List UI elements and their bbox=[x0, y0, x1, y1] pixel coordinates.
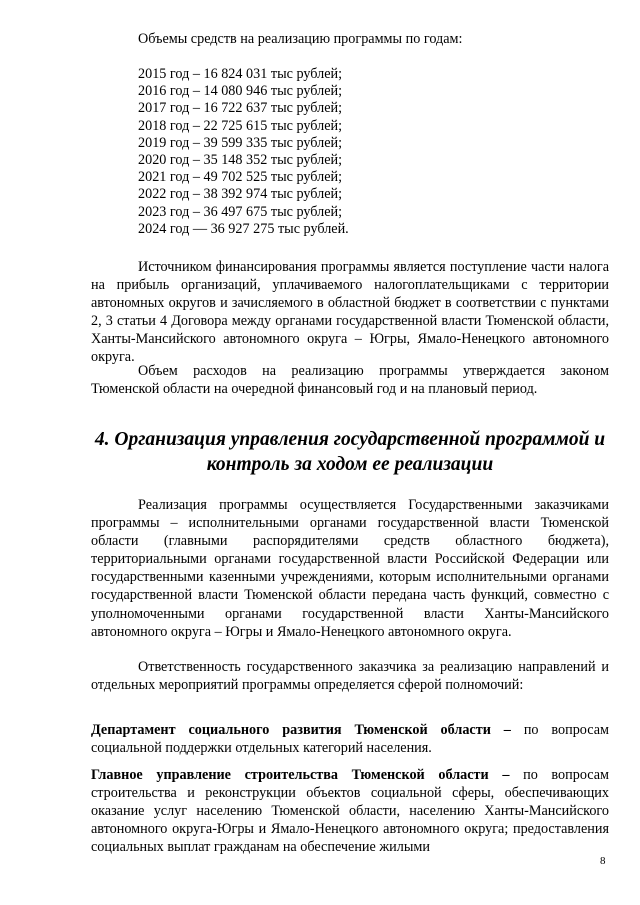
implementation-paragraph: Реализация программы осуществляется Государственными заказчиками программы – исполнительными органами государственной власти Тюменской области (главными распорядителями средств областного бюджета), территориальными органами государственной власти Российской Федерации или государственными казенными учреждениями, которым исполнительными органами государственной власти Тюменской области передана часть функций, совместно с уполномоченными органами государственной власти Ханты-Мансийского автономного округа – Югры и Ямало-Ненецкого автономного округа. bbox=[91, 497, 609, 640]
dept-social-paragraph bbox=[91, 721, 609, 757]
expense-volume-paragraph: Объем расходов на реализацию программы утверждается законом Тюменской области на очередной финансовый год и на плановый период. bbox=[91, 363, 609, 398]
funding-source-paragraph: Источником финансирования программы является поступление части налога на прибыль организаций, уплачиваемого налогоплательщиками с территории автономных округов и зачисляемого в областной бюджет в соответствии с пунктами 2, 3 статьи 4 Договора между органами государственной власти Тюменской области, Ханты-Мансийского автономного округа – Югры, Ямало-Ненецкого автономного округа. bbox=[91, 259, 609, 366]
year-item: 2018 год – 22 725 615 тыс рублей; bbox=[138, 117, 343, 134]
yearly-funding-list bbox=[138, 66, 349, 238]
year-item: 2016 год – 14 080 946 тыс рублей; bbox=[138, 83, 343, 100]
page-number: 8 bbox=[600, 855, 606, 867]
section-heading bbox=[91, 428, 609, 477]
year-item: 2017 год – 16 722 637 тыс рублей; bbox=[138, 100, 343, 117]
dept-social-text: по вопросам социальной поддержки отдельных категорий населения. bbox=[91, 722, 609, 757]
funding-intro: Объемы средств на реализацию программы по годам: bbox=[138, 31, 463, 47]
year-item: 2024 год — 36 927 275 тыс рублей. bbox=[138, 220, 349, 237]
responsibility-paragraph: Ответственность государственного заказчика за реализацию направлений и отдельных мероприятий программы определяется сферой полномочий: bbox=[91, 659, 609, 694]
section-heading-line: 4. Организация управления государственной программой и bbox=[94, 429, 606, 450]
dept-social-name: Департамент социального развития Тюменской области – bbox=[91, 722, 511, 738]
year-item: 2015 год – 16 824 031 тыс рублей; bbox=[138, 66, 343, 82]
dept-construction-name: Главное управление строительства Тюменской области – bbox=[91, 767, 510, 783]
dept-construction-paragraph bbox=[91, 766, 609, 856]
section-heading-line: контроль за ходом ее реализации bbox=[206, 453, 494, 475]
year-item: 2021 год – 49 702 525 тыс рублей; bbox=[138, 169, 343, 186]
year-item: 2019 год – 39 599 335 тыс рублей; bbox=[138, 134, 343, 151]
year-item: 2023 год – 36 497 675 тыс рублей; bbox=[138, 203, 343, 220]
year-item: 2020 год – 35 148 352 тыс рублей; bbox=[138, 152, 343, 169]
dept-construction-text: по вопросам строительства и реконструкции объектов социальной сферы, обеспечивающих оказание услуг населению Тюменской области, населению Ханты-Мансийского автономного округа-Югры и Ямало-Ненецкого автономного округа; предоставления социальных выплат гражданам на обеспечение жилыми bbox=[91, 767, 610, 856]
year-item: 2022 год – 38 392 974 тыс рублей; bbox=[138, 186, 343, 203]
